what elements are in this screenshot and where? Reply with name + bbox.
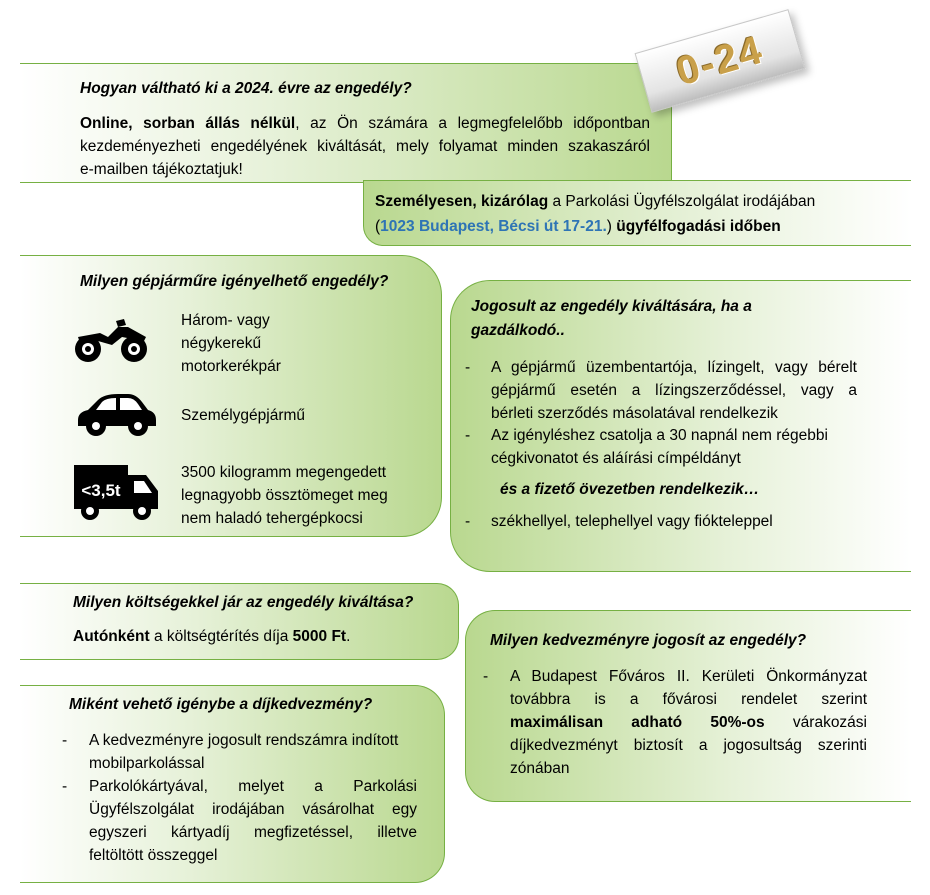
office-hours: ügyfélfogadási időben — [611, 218, 781, 235]
usage-item-2-line-1: Parkolókártyával, melyet a Parkolási — [89, 778, 417, 795]
in-person-bold: Személyesen, kizárólag — [375, 193, 549, 210]
discount-line-3 — [510, 712, 867, 735]
eligibility-item-3: székhellyel, telephellyel vagy fiókteleppel — [491, 513, 773, 530]
heading-eligibility-2: gazdálkodó.. — [471, 322, 565, 339]
paren-open: ( — [375, 218, 381, 235]
online-line-2: kezdeményezheti engedélyének kiváltását, mely folyamat minden szakaszáról — [80, 138, 650, 155]
usage-item-2-line-4: feltöltött összeggel — [89, 847, 218, 864]
heading-discount: Milyen kedvezményre jogosít az engedély? — [490, 632, 807, 649]
car-icon — [74, 390, 158, 438]
eligibility-item-2-line-1: Az igényléshez csatolja a 30 napnál nem régebbi — [491, 427, 828, 444]
discount-dash: - — [483, 668, 489, 685]
cost-line — [73, 626, 350, 649]
discount-bold: maximálisan adható 50%-os — [510, 714, 765, 731]
heading-discount-usage: Miként vehető igénybe a díjkedvezmény? — [69, 696, 373, 713]
dash-3: - — [465, 513, 471, 530]
discount-line-5: zónában — [510, 760, 570, 777]
online-bold: Online, sorban állás nélkül — [80, 115, 296, 132]
discount-line-3-rest: várakozási — [764, 714, 867, 731]
cost-middle: a költségtérítés díja — [149, 628, 293, 645]
vehicle-truck-line-2: legnagyobb össztömeget meg — [181, 487, 388, 504]
vehicle-atv-line-1: Három- vagy — [181, 312, 270, 329]
discount-line-4: díjkedvezményt biztosít a jogosultság szerinti — [510, 737, 867, 754]
eligibility-item-2-line-2: cégkivonatot és aláírási címpéldányt — [491, 450, 741, 467]
heading-eligibility-1: Jogosult az engedély kiváltására, ha a — [471, 298, 752, 315]
vehicle-atv-line-2: négykerekű — [181, 335, 262, 352]
truck-weight-label: <3,5t — [81, 481, 121, 500]
online-line-3: e-mailben tájékoztatjuk! — [80, 161, 243, 178]
eligibility-item-1-line-2: gépjármű esetén a lízingszerződéssel, vagy a — [491, 382, 857, 399]
in-person-line-1 — [375, 191, 815, 214]
heading-how-to-obtain: Hogyan váltható ki a 2024. évre az engedély? — [80, 80, 412, 97]
usage-dash-2: - — [62, 778, 68, 795]
dash-1: - — [465, 359, 471, 376]
paren-close: ) — [606, 218, 612, 235]
heading-vehicle-types: Milyen gépjárműre igényelhető engedély? — [80, 273, 389, 290]
online-line-1 — [80, 113, 650, 136]
cost-bold-per-car: Autónként — [73, 628, 150, 645]
atv-icon — [72, 315, 150, 365]
cost-amount: 5000 Ft — [292, 628, 347, 645]
online-rest: , az Ön számára a legmegfelelőbb időpontban — [295, 115, 650, 132]
truck-icon — [72, 463, 162, 523]
subheading-zone: és a fizető övezetben rendelkezik… — [500, 481, 760, 498]
dash-2: - — [465, 427, 471, 444]
badge-text: 0-24 — [671, 27, 769, 94]
vehicle-truck-line-3: nem haladó tehergépkocsi — [181, 510, 363, 527]
in-person-rest: a Parkolási Ügyfélszolgálat irodájában — [548, 193, 816, 210]
vehicle-car-line-1: Személygépjármű — [181, 407, 306, 424]
usage-dash-1: - — [62, 732, 68, 749]
in-person-line-2 — [375, 216, 781, 239]
cost-end: . — [346, 628, 351, 645]
vehicle-truck-line-1: 3500 kilogramm megengedett — [181, 464, 387, 481]
usage-item-2-line-2: Ügyfélszolgálat irodájában vásárolhat egy — [89, 801, 417, 818]
usage-item-1-line-1: A kedvezményre jogosult rendszámra indított — [89, 732, 399, 749]
usage-item-1-line-2: mobilparkolással — [89, 755, 205, 772]
office-address: 1023 Budapest, Bécsi út 17-21. — [380, 218, 607, 235]
discount-line-2: továbbra is a fővárosi rendelet szerint — [510, 691, 867, 708]
discount-line-1: A Budapest Főváros II. Kerületi Önkormányzat — [510, 668, 867, 685]
open-24h-badge — [635, 9, 806, 113]
usage-item-2-line-3: egyszeri kártyadíj megfizetéssel, illetve — [89, 824, 417, 841]
eligibility-item-1-line-3: bérleti szerződés másolatával rendelkezik — [491, 405, 778, 422]
eligibility-item-1-line-1: A gépjármű üzembentartója, lízingelt, vagy bérelt — [491, 359, 857, 376]
vehicle-atv-line-3: motorkerékpár — [181, 358, 281, 375]
heading-costs: Milyen költségekkel jár az engedély kiváltása? — [73, 594, 414, 611]
